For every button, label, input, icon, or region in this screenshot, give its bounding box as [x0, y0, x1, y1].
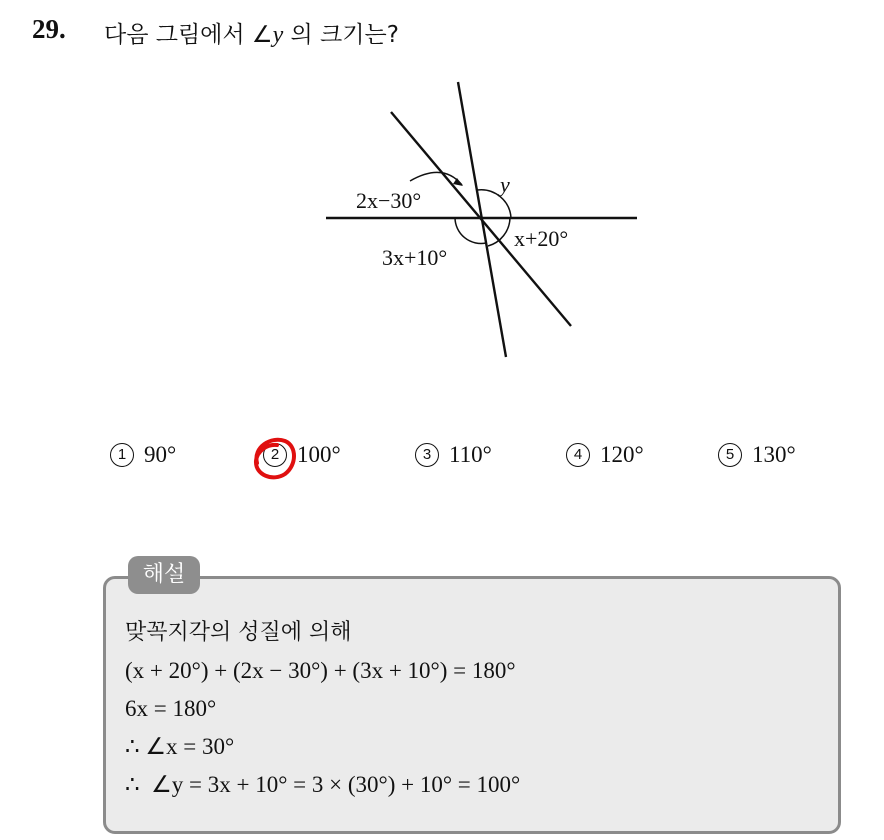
choice-number-icon: 2	[263, 443, 287, 467]
solution-line-4: ∴ ∠y = 3x + 10° = 3 × (30°) + 10° = 100°	[125, 772, 521, 797]
solution-line-3: ∴ ∠x = 30°	[125, 734, 235, 759]
solution-line-1: (x + 20°) + (2x − 30°) + (3x + 10°) = 180°	[125, 658, 516, 683]
label-top-right-angle: y	[500, 172, 510, 197]
label-top-left-angle: 2x−30°	[356, 188, 422, 213]
question-number: 29.	[32, 14, 66, 44]
solution-line-2: 6x = 180°	[125, 696, 217, 721]
choice-value: 110°	[449, 442, 492, 467]
choice-3[interactable]	[415, 442, 492, 468]
answer-choices	[0, 442, 884, 478]
choice-value: 100°	[297, 442, 341, 467]
choice-number-icon: 1	[110, 443, 134, 467]
choice-4[interactable]	[566, 442, 644, 468]
question-text-after: 의 크기는?	[283, 22, 399, 48]
arrow-head	[453, 178, 463, 186]
choice-number-icon: 4	[566, 443, 590, 467]
choice-1[interactable]	[110, 442, 176, 468]
choice-5[interactable]	[718, 442, 796, 468]
question-text-before: 다음 그림에서 ∠	[104, 22, 273, 48]
label-bottom-right-angle: x+20°	[514, 226, 569, 251]
question-variable: y	[272, 22, 284, 48]
choice-value: 90°	[144, 442, 177, 467]
choice-number-icon: 3	[415, 443, 439, 467]
choice-value: 120°	[600, 442, 644, 467]
choice-number-icon: 5	[718, 443, 742, 467]
label-bottom-left-angle: 3x+10°	[382, 245, 448, 270]
choice-value: 130°	[752, 442, 796, 467]
solution-intro: 맞꼭지각의 성질에 의해	[125, 620, 352, 645]
solution-lines	[125, 614, 520, 804]
answer-mark-icon	[249, 433, 301, 483]
solution-tag: 해설	[128, 556, 200, 594]
